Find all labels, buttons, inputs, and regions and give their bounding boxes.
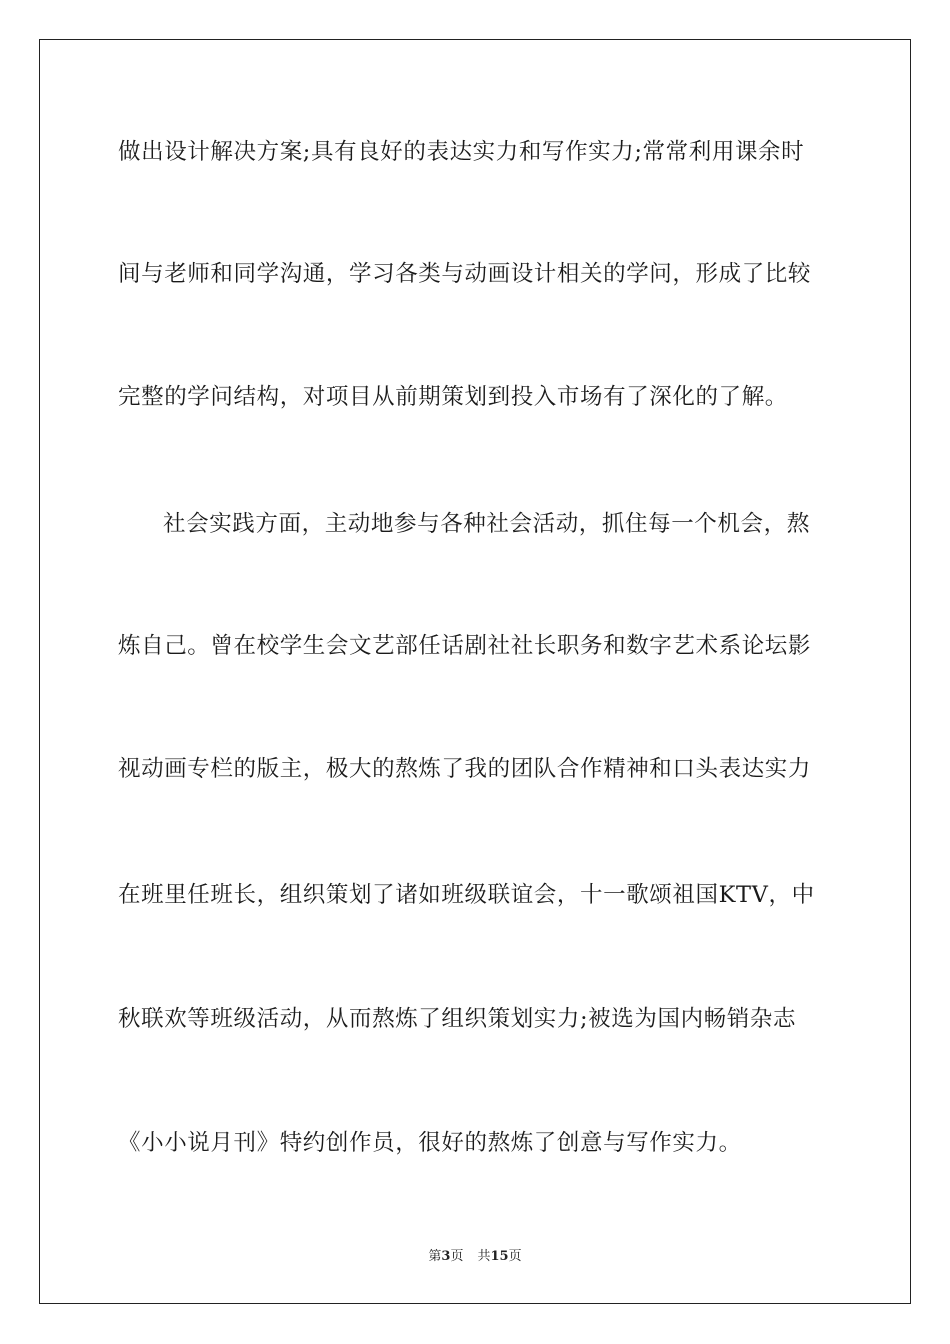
body-line-5: 炼自己。曾在校学生会文艺部任话剧社社长职务和数字艺术系论坛影 [118,633,812,659]
body-line-8: 秋联欢等班级活动，从而熬炼了组织策划实力;被选为国内畅销杂志 [118,1006,797,1032]
body-line-9: 《小小说月刊》特约创作员，很好的熬炼了创意与写作实力。 [118,1130,742,1156]
body-line-7: 在班里任班长，组织策划了诸如班级联谊会，十一歌颂祖国KTV，中 [118,882,815,908]
total-suffix: 页 [508,1249,522,1264]
body-line-2: 间与老师和同学沟通，学习各类与动画设计相关的学问，形成了比较 [118,261,812,287]
body-line-1: 做出设计解决方案;具有良好的表达实力和写作实力;常常利用课余时 [118,139,805,165]
page-number: 3 [441,1249,451,1264]
total-pages: 15 [490,1249,509,1264]
page-suffix: 页 [450,1249,464,1264]
total-prefix: 共 [477,1249,491,1264]
page-footer [0,1248,950,1266]
body-line-6: 视动画专栏的版主，极大的熬炼了我的团队合作精神和口头表达实力 [118,756,812,782]
body-line-3: 完整的学问结构，对项目从前期策划到投入市场有了深化的了解。 [118,384,788,410]
page-border [39,39,911,1304]
page-prefix: 第 [428,1249,442,1264]
paragraph-start-line: 社会实践方面，主动地参与各种社会活动，抓住每一个机会，熬 [163,511,810,537]
